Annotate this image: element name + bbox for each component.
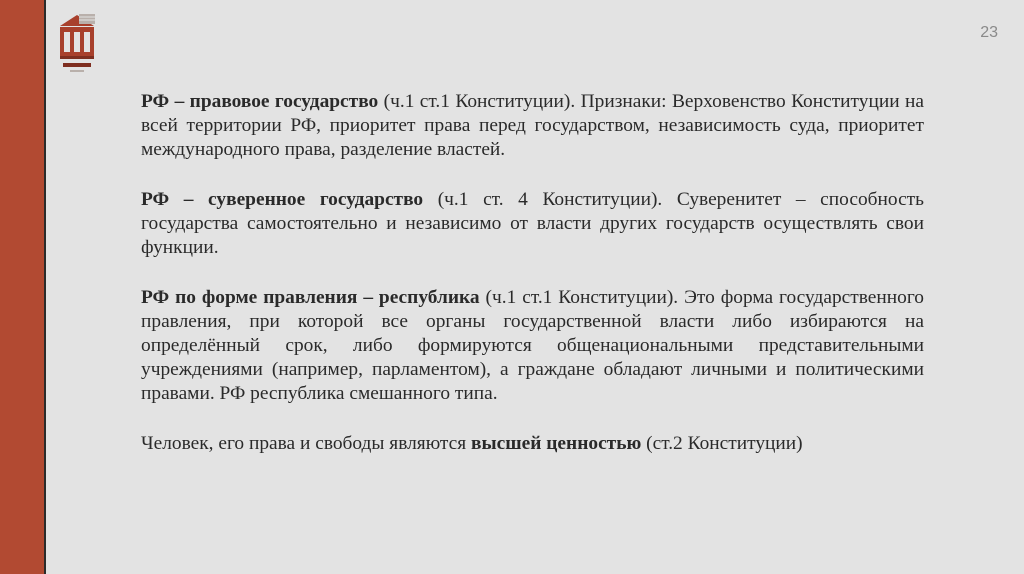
university-building-logo-icon bbox=[57, 12, 97, 74]
slide-number: 23 bbox=[980, 24, 998, 41]
paragraph-sovereign-state bbox=[141, 188, 924, 260]
paragraph-text: (ч.1 ст. 4 Конституции). Суверенитет – способность государства самостоятельно и независимо от власти других государств осуществлять свои функции. bbox=[141, 189, 924, 258]
paragraph-human-rights bbox=[141, 432, 924, 456]
paragraph-rule-of-law bbox=[141, 90, 924, 162]
paragraph-heading: РФ – правовое государство bbox=[141, 91, 379, 112]
paragraph-text: (ч.1 ст.1 Конституции). Это форма государственного правления, при которой все органы государственной власти либо избираются на определённый срок, либо формируются общенациональными представительными учреждениями (например, парламентом), а граждане обладают личными и политическими правами. РФ республика смешанного типа. bbox=[141, 287, 925, 404]
paragraph-heading: РФ – суверенное государство bbox=[141, 189, 424, 210]
paragraph-republic bbox=[141, 286, 924, 406]
paragraph-text-end: (ст.2 Конституции) bbox=[641, 433, 803, 454]
paragraph-text-start: Человек, его права и свободы являются bbox=[141, 433, 472, 454]
paragraph-text: (ч.1 ст.1 Конституции). Признаки: Верховенство Конституции на всей территории РФ, приоритет права перед государством, независимость суда, приоритет международного права, разделение властей. bbox=[141, 91, 924, 160]
paragraph-emphasis: высшей ценностью bbox=[471, 433, 642, 454]
paragraph-heading: РФ по форме правления – республика bbox=[141, 287, 480, 308]
left-accent-stripe bbox=[0, 0, 46, 574]
slide-content bbox=[141, 90, 924, 482]
